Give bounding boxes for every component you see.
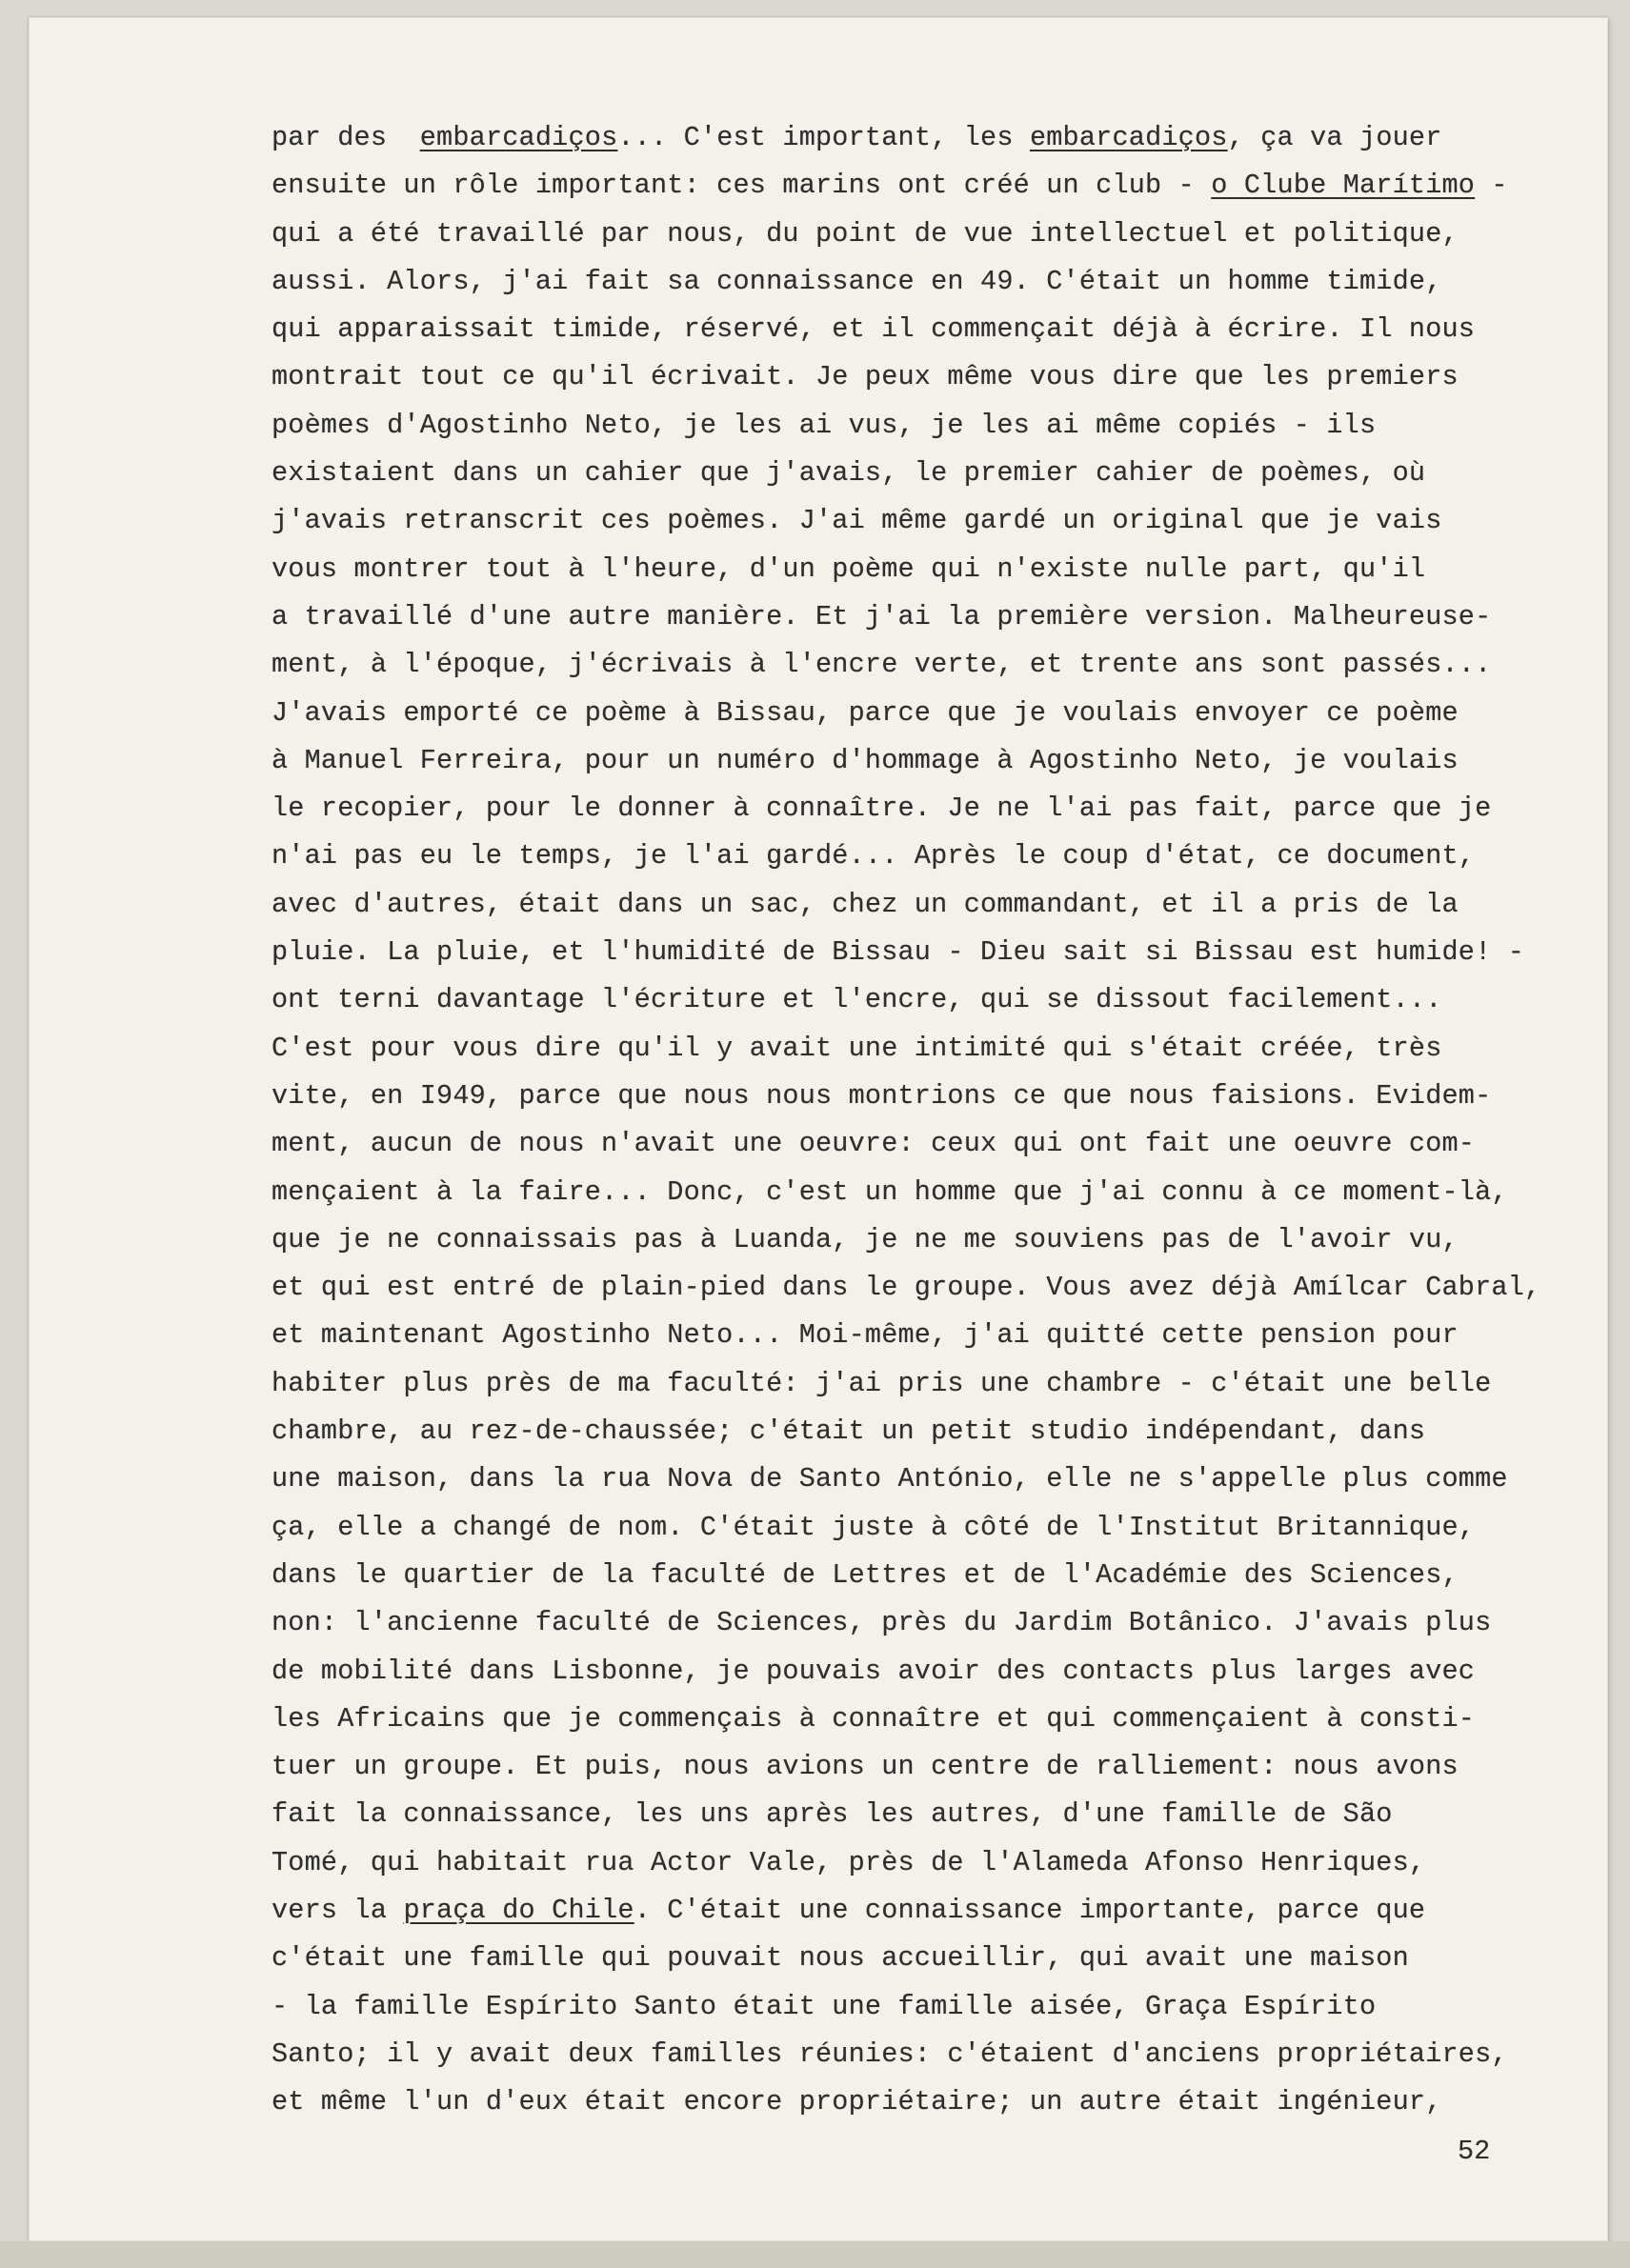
text-segment: vite, en I949, parce que nous nous montrions ce que nous faisions. Evidem- (272, 1079, 1492, 1112)
text-segment: a travaillé d'une autre manière. Et j'ai la première version. Malheureuse- (272, 600, 1492, 632)
typed-text-body (272, 114, 1586, 2126)
text-line (272, 1887, 1586, 1935)
text-line (272, 1504, 1586, 1552)
text-segment: vers la (272, 1894, 404, 1926)
text-line (272, 1983, 1586, 2031)
text-line (272, 1408, 1586, 1455)
text-segment: c'était une famille qui pouvait nous accueillir, qui avait une maison (272, 1942, 1409, 1975)
text-line (272, 593, 1586, 641)
text-segment: de mobilité dans Lisbonne, je pouvais avoir des contacts plus larges avec (272, 1655, 1476, 1687)
text-segment: fait la connaissance, les uns après les autres, d'une famille de São (272, 1798, 1393, 1831)
text-segment: , ça va jouer (1227, 122, 1442, 153)
text-segment: ça, elle a changé de nom. C'était juste à côté de l'Institut Britannique, (272, 1511, 1476, 1543)
text-line (272, 1025, 1586, 1073)
text-line (272, 353, 1586, 401)
text-segment: vous montrer tout à l'heure, d'un poème qui n'existe nulle part, qu'il (272, 552, 1426, 585)
text-line (272, 402, 1586, 450)
text-line (272, 211, 1586, 258)
text-segment: pluie. La pluie, et l'humidité de Bissau - Dieu sait si Bissau est humide! - (272, 936, 1525, 969)
text-segment: avec d'autres, était dans un sac, chez un commandant, et il a pris de la (272, 888, 1459, 920)
text-segment: chambre, au rez-de-chaussée; c'était un petit studio indépendant, dans (272, 1415, 1426, 1448)
text-segment: Santo; il y avait deux familles réunies: c'étaient d'anciens propriétaires, (272, 2037, 1508, 2070)
text-segment: qui apparaissait timide, réservé, et il commençait déjà à écrire. Il nous (272, 313, 1476, 346)
text-line (272, 2031, 1586, 2078)
text-line (272, 2078, 1586, 2126)
text-line (272, 1552, 1586, 1599)
text-segment: les Africains que je commençais à connaître et qui commençaient à consti- (272, 1702, 1476, 1735)
text-line (272, 1120, 1586, 1168)
text-segment: J'avais emporté ce poème à Bissau, parce que je voulais envoyer ce poème (272, 696, 1459, 729)
text-line (272, 1073, 1586, 1120)
text-line (272, 1791, 1586, 1838)
text-line (272, 833, 1586, 880)
text-line (272, 1648, 1586, 1696)
underlined-text: embarcadiços (1029, 122, 1228, 153)
text-line (272, 497, 1586, 545)
text-segment: que je ne connaissais pas à Luanda, je ne me souviens pas de l'avoir vu, (272, 1223, 1459, 1255)
text-line (272, 258, 1586, 306)
text-segment: et qui est entré de plain-pied dans le groupe. Vous avez déjà Amílcar Cabral, (272, 1272, 1541, 1304)
text-line (272, 450, 1586, 497)
text-segment: le recopier, pour le donner à connaître. Je ne l'ai pas fait, parce que je (272, 793, 1492, 825)
text-line (272, 1599, 1586, 1647)
text-segment: ... C'est important, les (617, 122, 1030, 153)
text-line (272, 1696, 1586, 1743)
text-segment: ment, à l'époque, j'écrivais à l'encre verte, et trente ans sont passés... (272, 649, 1492, 681)
text-segment: par des (272, 122, 420, 153)
text-segment: ensuite un rôle important: ces marins ont créé un club - (272, 170, 1212, 202)
text-segment: aussi. Alors, j'ai fait sa connaissance en 49. C'était un homme timide, (272, 265, 1442, 297)
text-segment: ment, aucun de nous n'avait une oeuvre: ceux qui ont fait une oeuvre com- (272, 1128, 1476, 1160)
text-line (272, 1360, 1586, 1408)
text-segment: et maintenant Agostinho Neto... Moi-même, j'ai quitté cette pension pour (272, 1319, 1459, 1352)
text-segment: non: l'ancienne faculté de Sciences, près du Jardim Botânico. J'avais plus (272, 1607, 1492, 1639)
text-line (272, 1264, 1586, 1312)
text-line (272, 737, 1586, 785)
text-segment: j'avais retranscrit ces poèmes. J'ai même gardé un original que je vais (272, 505, 1442, 537)
text-segment: tuer un groupe. Et puis, nous avions un centre de ralliement: nous avons (272, 1751, 1459, 1783)
text-line (272, 785, 1586, 833)
text-line (272, 690, 1586, 737)
text-line (272, 1455, 1586, 1503)
text-line (272, 1216, 1586, 1264)
text-segment: ont terni davantage l'écriture et l'encre, qui se dissout facilement... (272, 984, 1442, 1016)
text-segment: Tomé, qui habitait rua Actor Vale, près de l'Alameda Afonso Henriques, (272, 1846, 1426, 1878)
text-line (272, 1169, 1586, 1216)
text-segment: une maison, dans la rua Nova de Santo António, elle ne s'appelle plus comme (272, 1463, 1508, 1495)
text-line (272, 976, 1586, 1024)
underlined-text: praça do Chile (403, 1894, 634, 1926)
underlined-text: embarcadiços (419, 122, 618, 153)
text-line (272, 1312, 1586, 1359)
text-line (272, 306, 1586, 353)
text-line (272, 1839, 1586, 1887)
text-line (272, 641, 1586, 689)
text-segment: C'est pour vous dire qu'il y avait une intimité qui s'était créée, très (272, 1032, 1442, 1064)
text-segment: à Manuel Ferreira, pour un numéro d'hommage à Agostinho Neto, je voulais (272, 744, 1459, 776)
underlined-text: o Clube Marítimo (1211, 170, 1476, 202)
text-line (272, 546, 1586, 593)
text-line (272, 929, 1586, 976)
scan-bottom-strip (0, 2241, 1630, 2268)
text-segment: - la famille Espírito Santo était une famille aisée, Graça Espírito (272, 1990, 1377, 2022)
text-segment: montrait tout ce qu'il écrivait. Je peux même vous dire que les premiers (272, 361, 1459, 393)
text-line (272, 881, 1586, 929)
text-line (272, 1743, 1586, 1791)
text-segment: mençaient à la faire... Donc, c'est un homme que j'ai connu à ce moment-là, (272, 1175, 1508, 1208)
text-segment: n'ai pas eu le temps, je l'ai gardé... Après le coup d'état, ce document, (272, 840, 1476, 873)
text-segment: habiter plus près de ma faculté: j'ai pris une chambre - c'était une belle (272, 1367, 1492, 1399)
page-number: 52 (1458, 2136, 1491, 2167)
text-segment: poèmes d'Agostinho Neto, je les ai vus, je les ai même copiés - ils (272, 409, 1377, 441)
text-segment: - (1475, 170, 1508, 202)
text-line (272, 1935, 1586, 1982)
text-line (272, 114, 1586, 162)
text-segment: existaient dans un cahier que j'avais, le premier cahier de poèmes, où (272, 457, 1426, 490)
text-segment: dans le quartier de la faculté de Lettres et de l'Académie des Sciences, (272, 1558, 1459, 1591)
text-segment: qui a été travaillé par nous, du point de vue intellectuel et politique, (272, 217, 1459, 250)
text-segment: et même l'un d'eux était encore propriétaire; un autre était ingénieur, (272, 2086, 1442, 2118)
text-line (272, 162, 1586, 210)
text-segment: . C'était une connaissance importante, parce que (634, 1894, 1426, 1926)
